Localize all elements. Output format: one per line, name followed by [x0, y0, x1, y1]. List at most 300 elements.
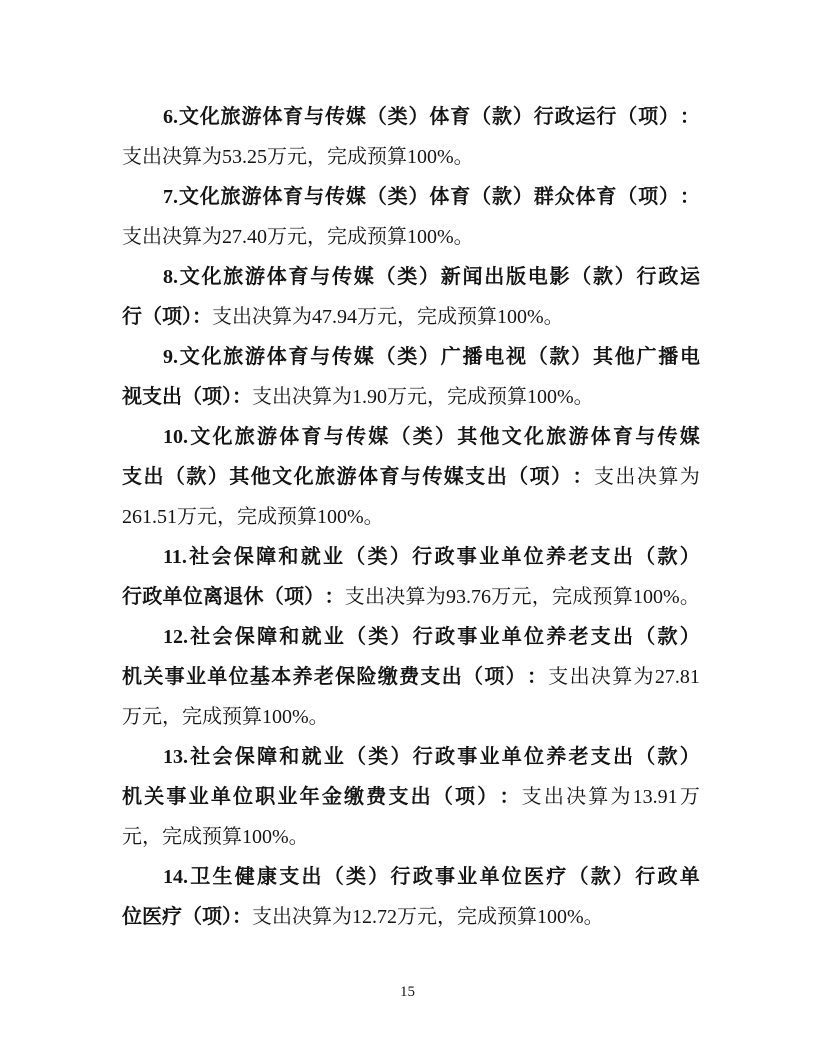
category-text: 运: [680, 266, 700, 288]
category-text: 关: [143, 666, 164, 688]
category-text: 出: [441, 666, 462, 688]
category-text: 体: [262, 186, 283, 208]
category-text: ）: [304, 586, 325, 608]
category-text: 育: [613, 426, 633, 448]
category-text: 9.: [163, 346, 178, 368]
category-text: 运: [575, 106, 596, 128]
category-text: 体: [262, 106, 283, 128]
category-text: 出: [484, 266, 505, 288]
category-text: 支: [388, 786, 409, 808]
category-text: （: [508, 466, 529, 488]
category-text: 费: [366, 786, 387, 808]
category-text: ：: [499, 786, 520, 808]
value-text: 预: [592, 586, 613, 608]
category-text: 化: [201, 266, 222, 288]
category-text: ：: [679, 106, 700, 128]
category-text: 会: [211, 546, 232, 568]
category-text: （: [617, 186, 638, 208]
value-text: 为: [679, 466, 700, 488]
category-text: （: [323, 866, 344, 888]
category-text: ）: [477, 786, 498, 808]
value-text: 元，完成预算100%。: [122, 826, 309, 848]
category-text: 6.: [163, 106, 178, 128]
category-text: 育: [450, 106, 471, 128]
category-text: 闻: [462, 266, 483, 288]
text-line: [122, 817, 700, 857]
value-text: 出: [569, 666, 590, 688]
text-line: [122, 457, 700, 497]
category-text: 会: [212, 626, 233, 648]
value-text: 为: [425, 586, 446, 608]
category-text: 生: [212, 866, 233, 888]
text-line: [122, 297, 700, 337]
category-text: 退: [223, 586, 244, 608]
category-text: 他: [479, 426, 500, 448]
value-text: 出: [543, 786, 564, 808]
category-text: 支: [420, 666, 441, 688]
category-text: 项: [484, 666, 505, 688]
category-text: 款: [549, 346, 570, 368]
category-text: 传: [332, 266, 352, 288]
category-text: 传: [422, 466, 443, 488]
category-text: 业: [479, 626, 500, 648]
category-text: 业: [457, 866, 478, 888]
category-text: 广: [636, 346, 657, 368]
value-text: 支出决算为27.40万元，完成预算100%。: [122, 226, 474, 248]
category-text: （: [346, 626, 366, 648]
category-text: 和: [279, 746, 300, 768]
category-text: 类: [387, 106, 408, 128]
value-text: 100%: [633, 586, 680, 608]
category-text: 育: [450, 186, 471, 208]
category-text: 老: [568, 626, 589, 648]
category-text: 养: [545, 546, 566, 568]
category-text: 休: [243, 586, 264, 608]
category-text: 群: [533, 186, 554, 208]
category-text: ）: [571, 346, 592, 368]
category-text: 媒: [368, 426, 389, 448]
category-text: （: [345, 546, 366, 568]
category-text: 医: [524, 866, 544, 888]
category-text: 影: [549, 266, 570, 288]
category-text: ）: [659, 186, 679, 208]
category-text: 机: [122, 666, 142, 688]
category-text: 社: [190, 746, 211, 768]
value-text: 完: [552, 586, 572, 608]
text-line: [122, 417, 700, 457]
category-text: 行: [533, 106, 554, 128]
category-text: （: [390, 426, 411, 448]
category-text: 就: [301, 626, 322, 648]
category-text: 旅: [546, 426, 567, 448]
budget-item-13: [122, 737, 700, 857]
category-text: 体: [429, 186, 450, 208]
category-text: 政: [435, 746, 455, 768]
category-text: （: [527, 346, 548, 368]
category-text: 业: [479, 746, 500, 768]
value-text: 支: [593, 466, 614, 488]
category-text: ）: [390, 626, 411, 648]
category-text: 类: [412, 426, 433, 448]
category-text: 出: [410, 786, 431, 808]
category-text: 与: [310, 266, 331, 288]
category-text: 项: [455, 786, 476, 808]
category-text: （: [617, 106, 638, 128]
category-text: 与: [323, 426, 344, 448]
value-text: 元: [511, 586, 532, 608]
category-text: 政: [657, 866, 678, 888]
value-text: 算: [658, 466, 679, 488]
category-text: 文: [501, 426, 522, 448]
category-text: 游: [245, 266, 265, 288]
category-text: 育: [283, 186, 304, 208]
category-text: 育: [288, 346, 309, 368]
category-text: 保: [234, 746, 255, 768]
category-text: 就: [300, 546, 321, 568]
category-text: （: [263, 586, 284, 608]
category-text: 健: [234, 866, 255, 888]
category-text: 老: [568, 546, 589, 568]
category-text: 事: [435, 866, 455, 888]
category-text: 类: [346, 866, 366, 888]
text-line: [122, 577, 700, 617]
category-text: 传: [657, 426, 678, 448]
category-text: 单: [479, 866, 500, 888]
category-text: 与: [310, 346, 331, 368]
category-text: 化: [524, 426, 544, 448]
category-text: 行: [635, 866, 656, 888]
category-text: 老: [313, 666, 334, 688]
category-text: 位医疗（项）：: [122, 906, 252, 928]
category-text: 育: [379, 466, 400, 488]
category-text: 项: [284, 586, 304, 608]
value-text: 27.81: [654, 666, 700, 688]
category-text: ）: [389, 546, 410, 568]
category-text: 出: [301, 866, 322, 888]
category-text: ）: [390, 746, 411, 768]
category-text: 款: [593, 266, 613, 288]
category-text: 支: [122, 466, 142, 488]
value-text: 93.76: [446, 586, 491, 608]
category-text: 游: [241, 186, 262, 208]
category-text: 金: [321, 786, 342, 808]
category-text: 款: [657, 626, 678, 648]
category-text: （: [375, 346, 396, 368]
category-text: 视: [506, 346, 526, 368]
category-text: 费: [399, 666, 420, 688]
category-text: 单: [207, 666, 228, 688]
category-text: 行: [122, 586, 142, 608]
category-text: 其: [229, 466, 250, 488]
category-text: 政: [435, 626, 455, 648]
value-text: 决: [385, 586, 406, 608]
category-text: 12.: [163, 626, 188, 648]
category-text: 出: [613, 626, 633, 648]
category-text: 媒: [345, 106, 366, 128]
category-text: 支: [590, 746, 611, 768]
value-text: 13.91: [632, 786, 678, 808]
category-text: 电: [484, 346, 505, 368]
category-text: 会: [212, 746, 233, 768]
category-text: 单: [210, 786, 231, 808]
category-text: 款: [186, 466, 207, 488]
value-text: 为: [610, 786, 631, 808]
category-text: 10.: [163, 426, 188, 448]
category-text: 类: [397, 266, 418, 288]
value-text: 算: [612, 666, 633, 688]
category-text: 文: [179, 266, 200, 288]
category-text: 政: [412, 866, 433, 888]
category-text: 和: [279, 626, 300, 648]
text-line: [122, 257, 700, 297]
value-text: 支出决算为47.94万元，完成预算100%。: [212, 306, 564, 328]
category-text: ）: [512, 106, 533, 128]
category-text: （: [164, 466, 185, 488]
category-text: 行: [412, 546, 433, 568]
budget-items-list: [122, 97, 700, 937]
category-text: 单: [162, 586, 183, 608]
category-text: 与: [400, 466, 421, 488]
category-text: 事: [457, 626, 478, 648]
category-text: ：: [572, 466, 593, 488]
budget-item-12: [122, 617, 700, 737]
category-text: ）: [368, 866, 389, 888]
category-text: 行: [596, 106, 617, 128]
category-text: 社: [190, 626, 211, 648]
category-text: 政: [554, 106, 575, 128]
category-text: 保: [233, 546, 254, 568]
value-text: 决: [590, 666, 611, 688]
category-text: 旅: [315, 466, 336, 488]
value-text: 支出决算为53.25万元，完成预算100%。: [122, 146, 474, 168]
category-text: 支: [590, 546, 611, 568]
value-text: ，: [531, 586, 552, 608]
category-text: （: [571, 266, 592, 288]
category-text: 单: [679, 866, 700, 888]
category-text: 卫: [190, 866, 211, 888]
category-text: 业: [479, 546, 500, 568]
text-line: [122, 337, 700, 377]
category-text: 体: [429, 106, 450, 128]
category-text: 和: [278, 546, 299, 568]
category-text: ）: [408, 106, 429, 128]
category-text: 机: [122, 786, 142, 808]
category-text: ）: [679, 546, 700, 568]
category-text: 文: [272, 466, 293, 488]
category-text: 支: [590, 626, 611, 648]
category-text: 文: [190, 426, 211, 448]
category-text: 8.: [163, 266, 178, 288]
category-text: 新: [440, 266, 461, 288]
category-text: 行: [390, 866, 411, 888]
category-text: 育: [596, 186, 617, 208]
category-text: ：: [324, 586, 345, 608]
value-text: 万: [491, 586, 512, 608]
budget-item-14: [122, 857, 700, 937]
category-text: 类: [367, 546, 388, 568]
category-text: （: [568, 866, 589, 888]
category-text: 保: [234, 626, 255, 648]
value-text: 261.51万元，完成预算100%。: [122, 506, 384, 528]
category-text: （: [432, 786, 453, 808]
category-text: （: [366, 186, 387, 208]
text-line: [122, 737, 700, 777]
value-text: 出: [365, 586, 385, 608]
category-text: ）: [613, 866, 633, 888]
category-text: 缴: [344, 786, 365, 808]
category-text: 他: [250, 466, 271, 488]
category-text: 出: [612, 546, 633, 568]
category-text: 化: [199, 186, 220, 208]
category-text: 基: [249, 666, 270, 688]
category-text: 媒: [353, 266, 374, 288]
category-text: 业: [323, 626, 344, 648]
category-text: 支: [465, 466, 486, 488]
category-text: 出: [486, 466, 507, 488]
category-text: ）: [659, 106, 679, 128]
category-text: 类: [387, 186, 408, 208]
category-text: 项: [529, 466, 550, 488]
category-text: ：: [679, 186, 700, 208]
category-text: 业: [277, 786, 298, 808]
category-text: 养: [292, 666, 313, 688]
category-text: 文: [178, 106, 199, 128]
category-text: 政: [434, 546, 455, 568]
value-text: 支出决算为12.72万元，完成预算100%。: [252, 906, 604, 928]
text-line: [122, 697, 700, 737]
category-text: 项: [638, 186, 659, 208]
category-text: 离: [203, 586, 223, 608]
category-text: 行: [412, 746, 433, 768]
category-text: 育: [288, 266, 309, 288]
category-text: ）: [505, 666, 526, 688]
budget-item-9: [122, 337, 700, 417]
category-text: 行（项）：: [122, 306, 212, 328]
category-text: 位: [228, 666, 249, 688]
text-line: [122, 137, 700, 177]
category-text: 育: [301, 426, 322, 448]
category-text: 传: [346, 426, 366, 448]
category-text: 传: [325, 106, 345, 128]
text-line: [122, 97, 700, 137]
value-text: 。: [679, 586, 700, 608]
category-text: 媒: [679, 426, 700, 448]
budget-item-7: [122, 177, 700, 257]
category-text: ：: [526, 666, 547, 688]
value-text: 支: [548, 666, 569, 688]
category-text: 文: [179, 346, 200, 368]
value-text: 决: [636, 466, 657, 488]
category-text: 养: [546, 746, 567, 768]
category-text: 游: [245, 346, 265, 368]
category-text: 项: [638, 106, 659, 128]
category-text: 播: [462, 346, 483, 368]
category-text: 事: [166, 786, 187, 808]
category-text: 缴: [377, 666, 398, 688]
category-text: 行: [636, 266, 657, 288]
value-text: 算: [588, 786, 609, 808]
category-text: 化: [201, 346, 222, 368]
category-text: 视支出（项）：: [122, 386, 252, 408]
category-text: 单: [501, 746, 522, 768]
value-text: 成: [572, 586, 593, 608]
value-text: 万: [679, 786, 700, 808]
category-text: 险: [356, 666, 377, 688]
category-text: 单: [501, 546, 522, 568]
text-line: [122, 897, 700, 937]
category-text: 化: [293, 466, 314, 488]
category-text: ）: [419, 346, 439, 368]
category-text: 位: [233, 786, 254, 808]
category-text: 传: [332, 346, 352, 368]
category-text: 类: [368, 626, 389, 648]
category-text: 款: [657, 746, 678, 768]
category-text: 位: [501, 866, 522, 888]
category-text: 体: [357, 466, 378, 488]
category-text: 出: [613, 746, 633, 768]
category-text: 体: [590, 426, 611, 448]
text-line: [122, 617, 700, 657]
category-text: 政: [658, 266, 679, 288]
category-text: 体: [575, 186, 596, 208]
text-line: [122, 377, 700, 417]
value-text: 支: [344, 586, 365, 608]
text-line: [122, 857, 700, 897]
category-text: 事: [456, 546, 477, 568]
category-text: 业: [188, 786, 209, 808]
category-text: ）: [207, 466, 228, 488]
category-text: 疗: [546, 866, 567, 888]
category-text: 款: [657, 546, 678, 568]
category-text: 旅: [223, 346, 244, 368]
category-text: 体: [279, 426, 300, 448]
category-text: ）: [435, 426, 455, 448]
category-text: 游: [257, 426, 277, 448]
category-text: 社: [189, 546, 210, 568]
category-text: 业: [322, 546, 343, 568]
category-text: 单: [501, 626, 522, 648]
category-text: 14.: [163, 866, 188, 888]
text-line: [122, 777, 700, 817]
text-line: [122, 657, 700, 697]
category-text: ）: [408, 186, 429, 208]
category-text: 款: [492, 186, 512, 208]
category-text: 体: [266, 266, 287, 288]
category-text: 障: [257, 746, 277, 768]
category-text: 电: [680, 346, 700, 368]
value-text: 决: [566, 786, 587, 808]
category-text: 位: [524, 746, 544, 768]
category-text: （: [346, 746, 366, 768]
category-text: 文: [178, 186, 199, 208]
category-text: 游: [241, 106, 262, 128]
category-text: 其: [457, 426, 478, 448]
category-text: 媒: [443, 466, 464, 488]
category-text: 事: [457, 746, 478, 768]
category-text: 与: [635, 426, 656, 448]
value-text: 算: [405, 586, 426, 608]
value-text: 算: [612, 586, 633, 608]
budget-item-6: [122, 97, 700, 177]
category-text: 版: [506, 266, 526, 288]
category-text: 播: [658, 346, 679, 368]
category-text: 年: [299, 786, 320, 808]
category-text: 障: [257, 626, 277, 648]
category-text: 本: [271, 666, 292, 688]
category-text: 款: [590, 866, 611, 888]
category-text: 职: [255, 786, 276, 808]
budget-item-8: [122, 257, 700, 337]
